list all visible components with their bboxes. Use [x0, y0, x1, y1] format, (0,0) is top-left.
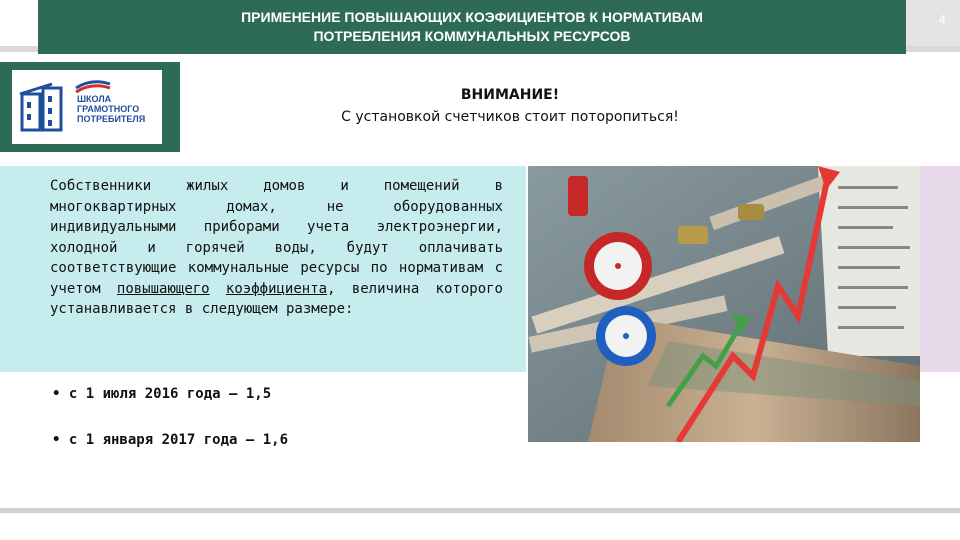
body-part-1: Собственники жилых домов и помещений в многоквартирных домах, не оборудованных индивидуальными приборами учета электроэнергии, холодной и горячей воды, будут оплачивать соответствующие коммунальные ресурсы по нормативам с учетом [50, 178, 503, 297]
body-space [210, 281, 226, 297]
attention-subtitle: С установкой счетчиков стоит поторопиться! [341, 109, 679, 125]
body-paragraph [50, 176, 503, 320]
logo-frame [0, 62, 180, 152]
underlined-word-2: коэффициента [225, 280, 328, 297]
logo [12, 70, 162, 144]
page-number-box [906, 0, 960, 46]
logo-line-3: ПОТРЕБИТЕЛЯ [77, 114, 146, 124]
water-meter-photo [528, 166, 920, 442]
attention-title: ВНИМАНИЕ! [460, 87, 560, 103]
attention-block [250, 84, 770, 128]
underlined-word-1: повышающего [116, 280, 210, 297]
side-accent-panel [920, 166, 960, 372]
logo-line-1: ШКОЛА [77, 94, 112, 104]
body-part-2: , величина которого устанавливается в следующем размере: [50, 280, 503, 317]
slide-title-bar [38, 0, 906, 54]
slide-title-line-1: ПРИМЕНЕНИЕ ПОВЫШАЮЩИХ КОЭФИЦИЕНТОВ К НОРМАТИВАМ [241, 9, 703, 25]
bullet-item-2: • с 1 января 2017 года – 1,6 [52, 432, 289, 448]
slide-title-line-2: ПОТРЕБЛЕНИЯ КОММУНАЛЬНЫХ РЕСУРСОВ [313, 28, 631, 44]
bullet-item-1: • с 1 июля 2016 года – 1,5 [52, 386, 272, 402]
bottom-divider [0, 508, 960, 513]
logo-line-2: ГРАМОТНОГО [77, 104, 140, 114]
page-number: 4 [938, 12, 946, 27]
